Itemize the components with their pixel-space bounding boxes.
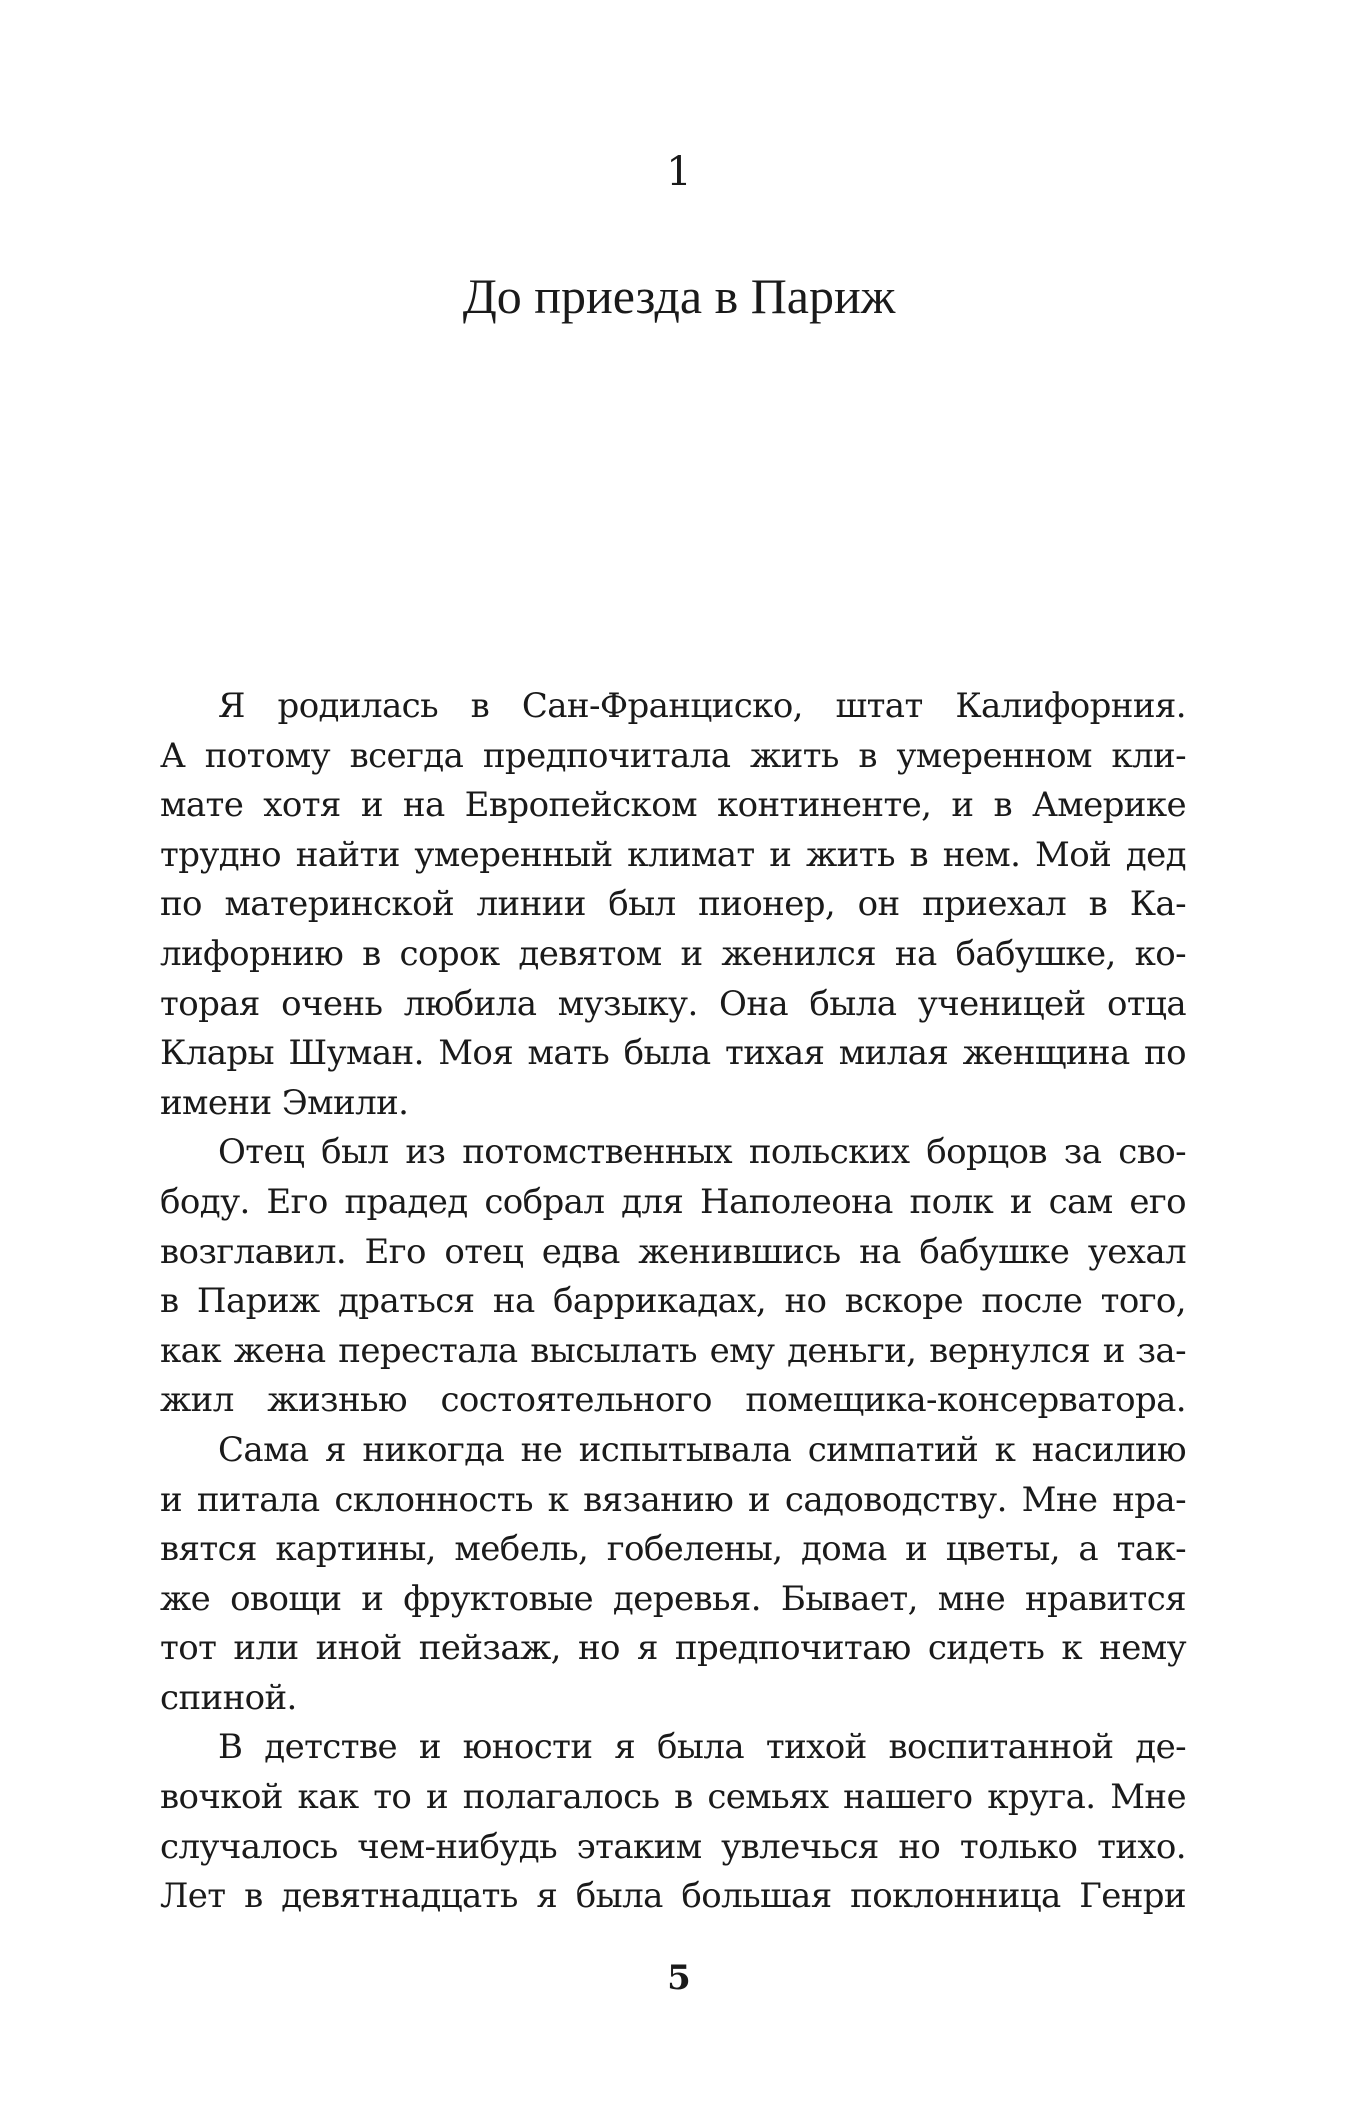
chapter-number: 1 xyxy=(666,149,692,195)
text-line: по материнской линии был пионер, он приехал в Ка- xyxy=(160,884,1186,925)
text-line: Клары Шуман. Моя мать была тихая милая женщина по xyxy=(160,1033,1186,1074)
body-text xyxy=(160,682,1186,1922)
text-line: трудно найти умеренный климат и жить в нем. Мой дед xyxy=(160,834,1186,875)
text-line: торая очень любила музыку. Она была ученицей отца xyxy=(160,983,1186,1024)
text-line: как жена перестала высылать ему деньги, вернулся и за- xyxy=(160,1330,1186,1371)
page-number: 5 xyxy=(667,1958,691,1998)
text-line: Лет в девятнадцать я была большая поклонница Генри xyxy=(160,1876,1186,1917)
text-line: случалось чем-нибудь этаким увлечься но только тихо. xyxy=(160,1826,1186,1867)
text-line: А потому всегда предпочитала жить в умеренном кли- xyxy=(160,735,1186,776)
text-line: и питала склонность к вязанию и садоводству. Мне нра- xyxy=(160,1479,1186,1520)
text-line: мате хотя и на Европейском континенте, и в Америке xyxy=(160,785,1186,826)
text-line: боду. Его прадед собрал для Наполеона полк и сам его xyxy=(160,1181,1186,1222)
text-line: же овощи и фруктовые деревья. Бывает, мне нравится xyxy=(160,1578,1186,1619)
text-line: Сама я никогда не испытывала симпатий к насилию xyxy=(218,1429,1186,1470)
text-line: возглавил. Его отец едва женившись на бабушке уехал xyxy=(160,1231,1186,1272)
chapter-title: До приезда в Париж xyxy=(462,268,896,324)
text-line: Отец был из потомственных польских борцов за сво- xyxy=(218,1132,1186,1173)
text-line: жил жизнью состоятельного помещика-консерватора. xyxy=(160,1380,1186,1421)
text-line: спиной. xyxy=(160,1677,297,1718)
text-line: вятся картины, мебель, гобелены, дома и цветы, а так- xyxy=(160,1529,1186,1570)
text-line: тот или иной пейзаж, но я предпочитаю сидеть к нему xyxy=(160,1628,1186,1669)
text-line: лифорнию в сорок девятом и женился на бабушке, ко- xyxy=(160,933,1186,974)
text-line: в Париж драться на баррикадах, но вскоре после того, xyxy=(160,1281,1186,1322)
text-line: В детстве и юности я была тихой воспитанной де- xyxy=(218,1727,1186,1768)
text-line: Я родилась в Сан-Франциско, штат Калифорния. xyxy=(218,686,1186,726)
text-line: вочкой как то и полагалось в семьях нашего круга. Мне xyxy=(160,1777,1186,1818)
text-line: имени Эмили. xyxy=(160,1082,409,1123)
